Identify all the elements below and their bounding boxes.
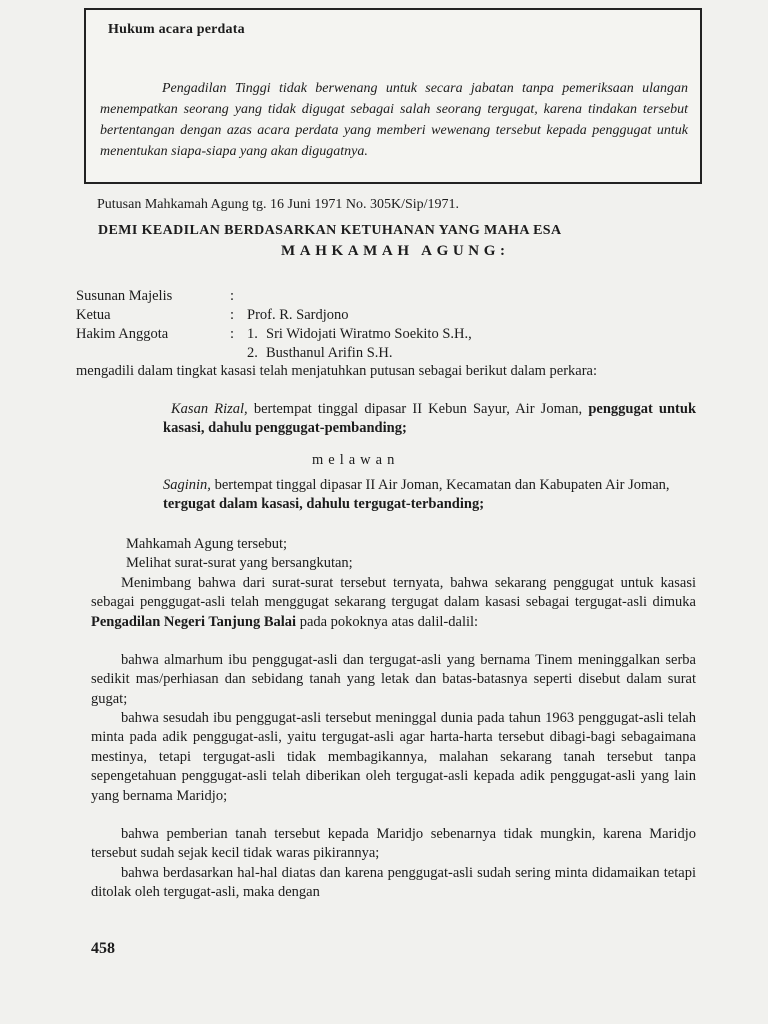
hakim-name-2: Busthanul Arifin S.H. [266, 345, 393, 361]
mahkamah-paragraph: Mahkamah Agung tersebut; [126, 536, 288, 552]
menimbang-tail: pada pokoknya atas dalil-dalil: [299, 613, 479, 630]
decision-reference: Putusan Mahkamah Agung tg. 16 Juni 1971 No. 305K/Sip/1971. [97, 197, 460, 212]
melawan-text: melawan [312, 452, 400, 468]
court-name: Pengadilan Negeri Tanjung Balai [91, 613, 297, 630]
party-1-name: Kasan Rizal, [171, 401, 248, 417]
majelis-label: Susunan Majelis [76, 288, 173, 304]
hakim-label: Hakim Anggota [76, 326, 169, 342]
party-1-block [163, 400, 696, 439]
party-1-role: penggugat untuk kasasi, dahulu penggugat-pembanding; [163, 401, 697, 437]
invocation-heading: DEMI KEADILAN BERDASARKAN KETUHANAN YANG MAHA ESA [98, 223, 562, 238]
almarhum-text: bahwa almarhum ibu penggugat-asli dan tergugat-asli yang bernama Tinem meninggalkan serba sedikit mas/perhiasan dan sebidang tanah yang letak dan batas-batasnya seperti disebut dalam surat gugat; [91, 652, 696, 707]
party-2-role: tergugat dalam kasasi, dahulu tergugat-terbanding; [163, 496, 485, 513]
ketua-label: Ketua [76, 307, 111, 323]
ketua-value: Prof. R. Sardjono [247, 307, 349, 323]
mengadili-paragraph: mengadili dalam tingkat kasasi telah menjatuhkan putusan sebagai berikut dalam perkara: [76, 363, 598, 379]
berdasarkan-paragraph [91, 864, 696, 903]
sesudah-paragraph [91, 709, 696, 806]
majelis-colon: : [230, 288, 235, 304]
headnote-heading: Hukum acara perdata [108, 22, 245, 37]
pemberian-text: bahwa pemberian tanah tersebut kepada Maridjo sebenarnya tidak mungkin, karena Maridjo tersebut sudah sejak kecil tidak waras pikirannya; [91, 826, 696, 862]
melihat-paragraph: Melihat surat-surat yang bersangkutan; [126, 555, 353, 571]
sesudah-text: bahwa sesudah ibu penggugat-asli tersebut meninggal dunia pada tahun 1963 penggugat-asli telah minta pada adik penggugat-asli, yaitu tergugat-asli agar harta-harta tersebut dibagi-bagi sebagaimana mestinya, tetapi tergugat-asli tidak membagikannya, malahan sekarang tanah tersebut tanpa sepengetahuan penggugat-asli telah diberikan oleh tergugat-asli kepada adik penggugat-asli yang lain yang bernama Maridjo; [91, 710, 696, 804]
court-heading: MAHKAMAH AGUNG: [281, 243, 510, 259]
party-1-address: bertempat tinggal dipasar II Kebun Sayur, Air Joman, [253, 401, 583, 417]
berdasarkan-text: bahwa berdasarkan hal-hal diatas dan karena penggugat-asli sudah sering minta didamaikan tetapi ditolak oleh tergugat-asli, maka dengan [91, 865, 696, 901]
almarhum-paragraph [91, 651, 696, 709]
headnote-text: Pengadilan Tinggi tidak berwenang untuk secara jabatan tanpa pemeriksaan ulangan menempatkan seorang yang tidak digugat sebagai salah seorang tergugat, karena tindakan tersebut bertentangan dengan azas acara perdata yang memberi wewenang tersebut kepada penggugat untuk menentukan siapa-siapa yang akan digugatnya. [100, 81, 688, 159]
hakim-name-1: Sri Widojati Wiratmo Soekito S.H., [266, 326, 472, 342]
pemberian-paragraph [91, 825, 696, 864]
menimbang-paragraph [91, 574, 696, 632]
hakim-colon: : [230, 326, 235, 342]
menimbang-text: Menimbang bahwa dari surat-surat tersebut ternyata, bahwa sekarang penggugat untuk kasasi sebagai penggugat-asli telah menggugat sekarang tergugat dalam kasasi sebagai tergugat-asli dimuka [91, 575, 696, 611]
headnote-box [84, 8, 702, 184]
hakim-number-1: 1. [247, 326, 258, 342]
page-number: 458 [91, 940, 115, 957]
party-2-block [163, 476, 696, 515]
party-2-name: Saginin, [163, 477, 211, 493]
ketua-colon: : [230, 307, 235, 323]
party-2-address: bertempat tinggal dipasar II Air Joman, Kecamatan dan Kabupaten Air Joman, [214, 477, 670, 493]
hakim-number-2: 2. [247, 345, 258, 361]
